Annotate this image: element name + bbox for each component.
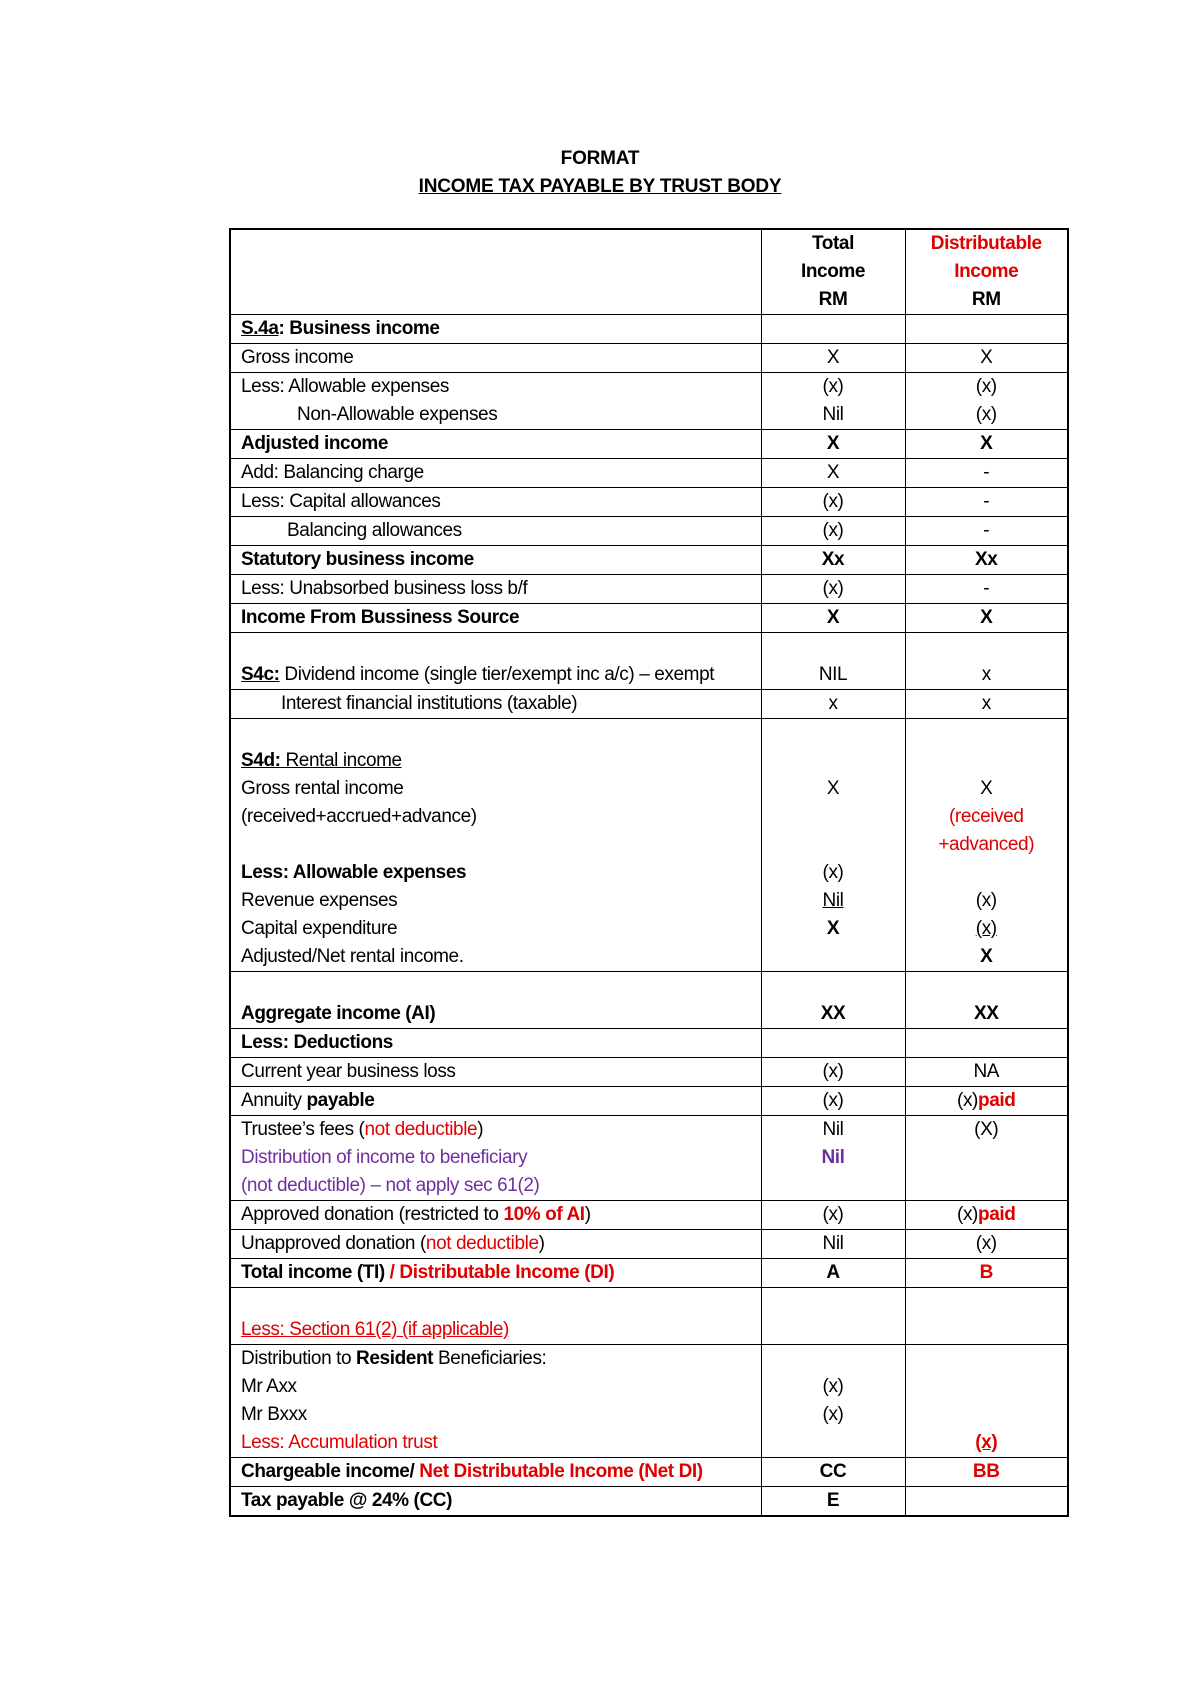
header-total-income: Total Income RM: [761, 229, 905, 315]
table-row: Tax payable @ 24% (CC) E: [230, 1487, 1068, 1517]
table-row: Approved donation (restricted to 10% of AI) (x) (x)paid: [230, 1201, 1068, 1230]
section-s4c-heading: S4c: Dividend income (single tier/exempt inc a/c) – exempt: [230, 633, 761, 690]
table-row: Total income (TI) / Distributable Income (DI) A B: [230, 1259, 1068, 1288]
doc-title: FORMAT: [560, 148, 640, 169]
section-s4a-heading: S.4a: Business income: [230, 315, 761, 344]
header-blank-cell: [230, 229, 761, 315]
table-row: Statutory business income Xx Xx: [230, 546, 1068, 575]
table-row: Less: Capital allowances (x) -: [230, 488, 1068, 517]
table-row: Income From Bussiness Source X X: [230, 604, 1068, 633]
table-row: Chargeable income/ Net Distributable Income (Net DI) CC BB: [230, 1458, 1068, 1487]
table-row: Gross income X X: [230, 344, 1068, 373]
table-row: Less: Section 61(2) (if applicable): [230, 1288, 1068, 1345]
table-row: Aggregate income (AI) XX XX: [230, 972, 1068, 1029]
table-row: Interest financial institutions (taxable) x x: [230, 690, 1068, 719]
doc-subtitle: INCOME TAX PAYABLE BY TRUST BODY: [418, 176, 782, 197]
table-row: Less: Unabsorbed business loss b/f (x) -: [230, 575, 1068, 604]
tax-format-table: [229, 228, 1069, 1517]
table-row: [230, 315, 1068, 344]
table-row: Distribution to Resident Beneficiaries: Mr Axx Mr Bxxx Less: Accumulation trust (x) (x) (x): [230, 1345, 1068, 1458]
table-row: Add: Balancing charge X -: [230, 459, 1068, 488]
table-row: Trustee’s fees (not deductible) Distribution of income to beneficiary (not deductible) – not apply sec 61(2) Nil Nil (X): [230, 1116, 1068, 1201]
table-row: Adjusted income X X: [230, 430, 1068, 459]
table-row: Current year business loss (x) NA: [230, 1058, 1068, 1087]
table-row: Balancing allowances (x) -: [230, 517, 1068, 546]
section-s4d-block: S4d: Rental income Gross rental income (received+accrued+advance) Less: Allowable expenses Revenue expenses Capital expenditure Adjusted/Net rental income.: [230, 719, 761, 972]
table-row: Annuity payable (x) (x)paid: [230, 1087, 1068, 1116]
table-header-row: [230, 229, 1068, 315]
table-row: S4c: Dividend income (single tier/exempt inc a/c) – exempt NIL x: [230, 633, 1068, 690]
table-row: Less: Allowable expenses Non-Allowable expenses (x) Nil (x) (x): [230, 373, 1068, 430]
table-row: Less: Deductions: [230, 1029, 1068, 1058]
table-row: Unapproved donation (not deductible) Nil (x): [230, 1230, 1068, 1259]
table-row: S4d: Rental income Gross rental income (received+accrued+advance) Less: Allowable expenses Revenue expenses Capital expenditure Adjusted/Net rental income. X (x) Nil X X (received +advanced) (x) (x) X: [230, 719, 1068, 972]
header-distributable-income: Distributable Income RM: [905, 229, 1068, 315]
